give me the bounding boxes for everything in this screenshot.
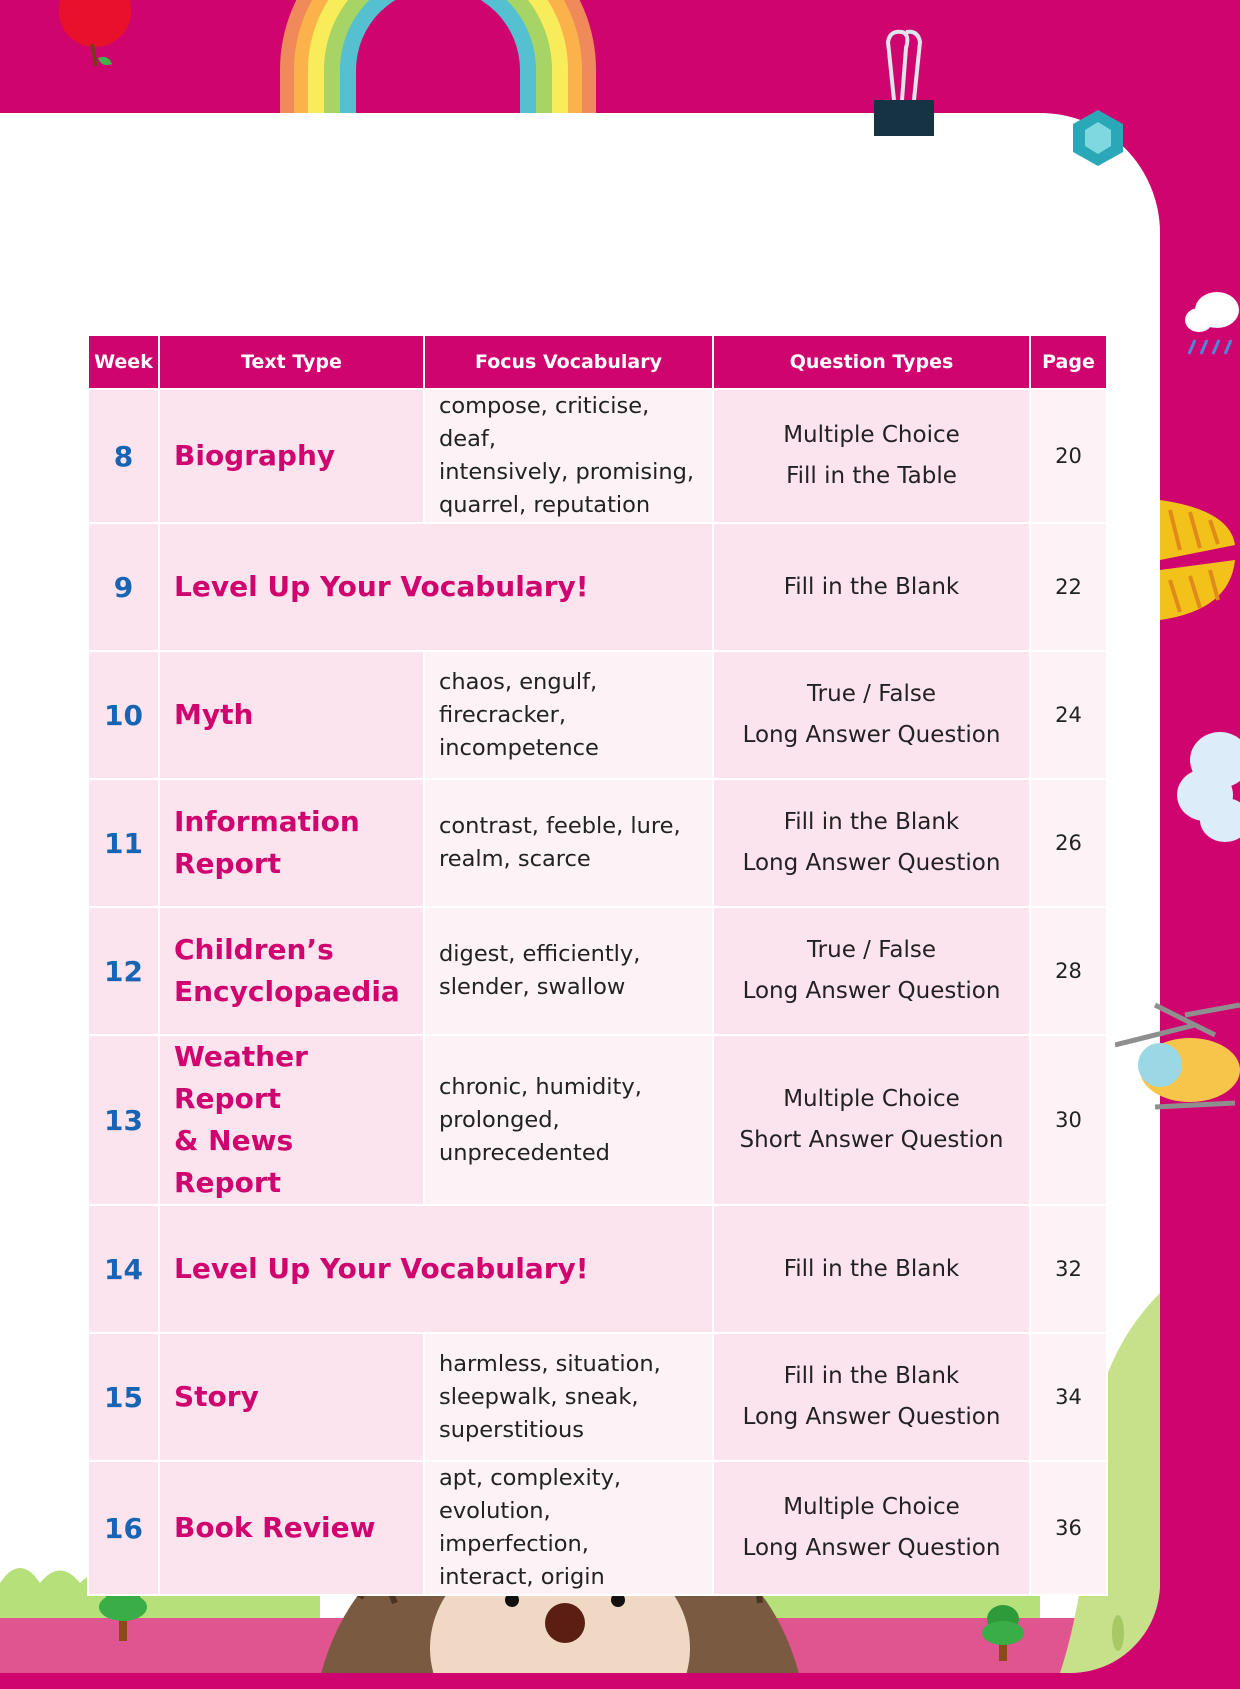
- text-type: [159, 907, 424, 1035]
- question-types: [713, 1461, 1030, 1595]
- question-type-line: Fill in the Table: [786, 463, 957, 489]
- text-type-line: Encyclopaedia: [174, 975, 400, 1008]
- gem-icon: [1073, 110, 1123, 166]
- text-type: [159, 1333, 424, 1461]
- text-type: [159, 1035, 424, 1205]
- question-type-line: True / False: [807, 681, 936, 707]
- focus-vocabulary: [424, 1461, 713, 1595]
- header-focus-vocabulary: Focus Vocabulary: [424, 335, 713, 389]
- page-number: 32: [1030, 1205, 1107, 1333]
- rain-cloud-icon: [1185, 280, 1240, 360]
- text-type-line: Weather Report: [174, 1040, 308, 1115]
- question-type-line: Fill in the Blank: [783, 1363, 960, 1389]
- table-row: [88, 1035, 1107, 1205]
- week-number: 15: [88, 1333, 159, 1461]
- text-type-line: Level Up Your Vocabulary!: [174, 570, 589, 603]
- week-number: 13: [88, 1035, 159, 1205]
- focus-vocabulary: [424, 651, 713, 779]
- vocabulary-line: prolonged,: [439, 1106, 560, 1133]
- vocabulary-line: sleepwalk, sneak,: [439, 1383, 639, 1410]
- text-type-line: Story: [174, 1380, 259, 1413]
- week-number: 14: [88, 1205, 159, 1333]
- question-type-line: True / False: [807, 937, 936, 963]
- vocabulary-line: unprecedented: [439, 1139, 610, 1166]
- tree-icon: [978, 1603, 1028, 1663]
- content-panel: [0, 113, 1160, 1673]
- page-number: 20: [1030, 389, 1107, 523]
- table-row: [88, 1205, 1107, 1333]
- table-row: [88, 907, 1107, 1035]
- week-number: 10: [88, 651, 159, 779]
- contents-table: [87, 334, 1108, 1596]
- vocabulary-line: digest, efficiently,: [439, 941, 641, 967]
- vocabulary-line: firecracker,: [439, 701, 567, 728]
- cheese-icon: [1160, 500, 1240, 625]
- helicopter-icon: [1115, 995, 1240, 1125]
- text-type-line: Level Up Your Vocabulary!: [174, 1252, 589, 1285]
- question-type-line: Long Answer Question: [742, 978, 1001, 1004]
- table-row: [88, 651, 1107, 779]
- focus-vocabulary: [424, 1333, 713, 1461]
- text-type-line: Report: [174, 847, 282, 880]
- focus-vocabulary: [424, 1035, 713, 1205]
- vocabulary-line: chaos, engulf,: [439, 668, 598, 695]
- header-row: [88, 335, 1107, 389]
- vocabulary-line: evolution, imperfection,: [439, 1498, 589, 1557]
- binder-clip-icon: [872, 28, 936, 138]
- page-number: 26: [1030, 779, 1107, 907]
- week-number: 8: [88, 389, 159, 523]
- table-row: [88, 779, 1107, 907]
- text-type-line: Biography: [174, 439, 336, 472]
- page-number: 34: [1030, 1333, 1107, 1461]
- text-type: [159, 651, 424, 779]
- cloud-icon: [1175, 725, 1240, 845]
- question-type-line: Long Answer Question: [742, 1404, 1001, 1430]
- vocabulary-line: realm, scarce: [439, 846, 591, 872]
- question-type-line: Fill in the Blank: [783, 809, 960, 835]
- table-row: [88, 389, 1107, 523]
- question-types: [713, 523, 1030, 651]
- apple-icon: [50, 0, 140, 72]
- vocabulary-line: apt, complexity,: [439, 1465, 622, 1491]
- question-type-line: Short Answer Question: [739, 1127, 1004, 1153]
- rainbow-icon: [280, 0, 596, 113]
- table-row: [88, 523, 1107, 651]
- vocabulary-line: interact, origin: [439, 1564, 605, 1590]
- table-body: [88, 389, 1107, 1595]
- text-type: [159, 1461, 424, 1595]
- page-number: 36: [1030, 1461, 1107, 1595]
- question-type-line: Long Answer Question: [742, 722, 1001, 748]
- question-type-line: Fill in the Blank: [783, 1255, 960, 1282]
- header-question-types: Question Types: [713, 335, 1030, 389]
- text-type: [159, 779, 424, 907]
- focus-vocabulary: [424, 907, 713, 1035]
- table-row: [88, 1461, 1107, 1595]
- vocabulary-line: intensively, promising,: [439, 459, 695, 485]
- vocabulary-line: harmless, situation,: [439, 1350, 661, 1377]
- vocabulary-line: slender, swallow: [439, 974, 626, 1000]
- text-type: [159, 389, 424, 523]
- focus-vocabulary: [424, 389, 713, 523]
- question-types: [713, 907, 1030, 1035]
- text-type-line: Children’s: [174, 933, 334, 966]
- question-types: [713, 389, 1030, 523]
- vocabulary-line: quarrel, reputation: [439, 492, 651, 518]
- text-type: [159, 523, 713, 651]
- text-type: [159, 1205, 713, 1333]
- question-types: [713, 779, 1030, 907]
- vocabulary-line: compose, criticise, deaf,: [439, 393, 650, 452]
- text-type-line: Book Review: [174, 1511, 376, 1544]
- table-row: [88, 1333, 1107, 1461]
- page-number: 22: [1030, 523, 1107, 651]
- page-number: 28: [1030, 907, 1107, 1035]
- question-types: [713, 1035, 1030, 1205]
- question-types: [713, 1333, 1030, 1461]
- vocabulary-line: contrast, feeble, lure,: [439, 813, 681, 839]
- text-type-line: & News Report: [174, 1124, 294, 1199]
- vocabulary-line: superstitious: [439, 1416, 584, 1443]
- question-type-line: Multiple Choice: [783, 1086, 960, 1112]
- question-type-line: Long Answer Question: [742, 850, 1001, 876]
- question-types: [713, 651, 1030, 779]
- page-number: 30: [1030, 1035, 1107, 1205]
- question-type-line: Fill in the Blank: [783, 573, 960, 600]
- question-type-line: Multiple Choice: [783, 422, 960, 448]
- vocabulary-line: incompetence: [439, 734, 599, 761]
- question-types: [713, 1205, 1030, 1333]
- question-type-line: Multiple Choice: [783, 1494, 960, 1520]
- week-number: 12: [88, 907, 159, 1035]
- vocabulary-line: chronic, humidity,: [439, 1073, 642, 1100]
- header-week: Week: [88, 335, 159, 389]
- focus-vocabulary: [424, 779, 713, 907]
- page-number: 24: [1030, 651, 1107, 779]
- text-type-line: Information: [174, 805, 360, 838]
- header-page: Page: [1030, 335, 1107, 389]
- text-type-line: Myth: [174, 698, 254, 731]
- week-number: 16: [88, 1461, 159, 1595]
- question-type-line: Long Answer Question: [742, 1535, 1001, 1561]
- header-text-type: Text Type: [159, 335, 424, 389]
- week-number: 11: [88, 779, 159, 907]
- week-number: 9: [88, 523, 159, 651]
